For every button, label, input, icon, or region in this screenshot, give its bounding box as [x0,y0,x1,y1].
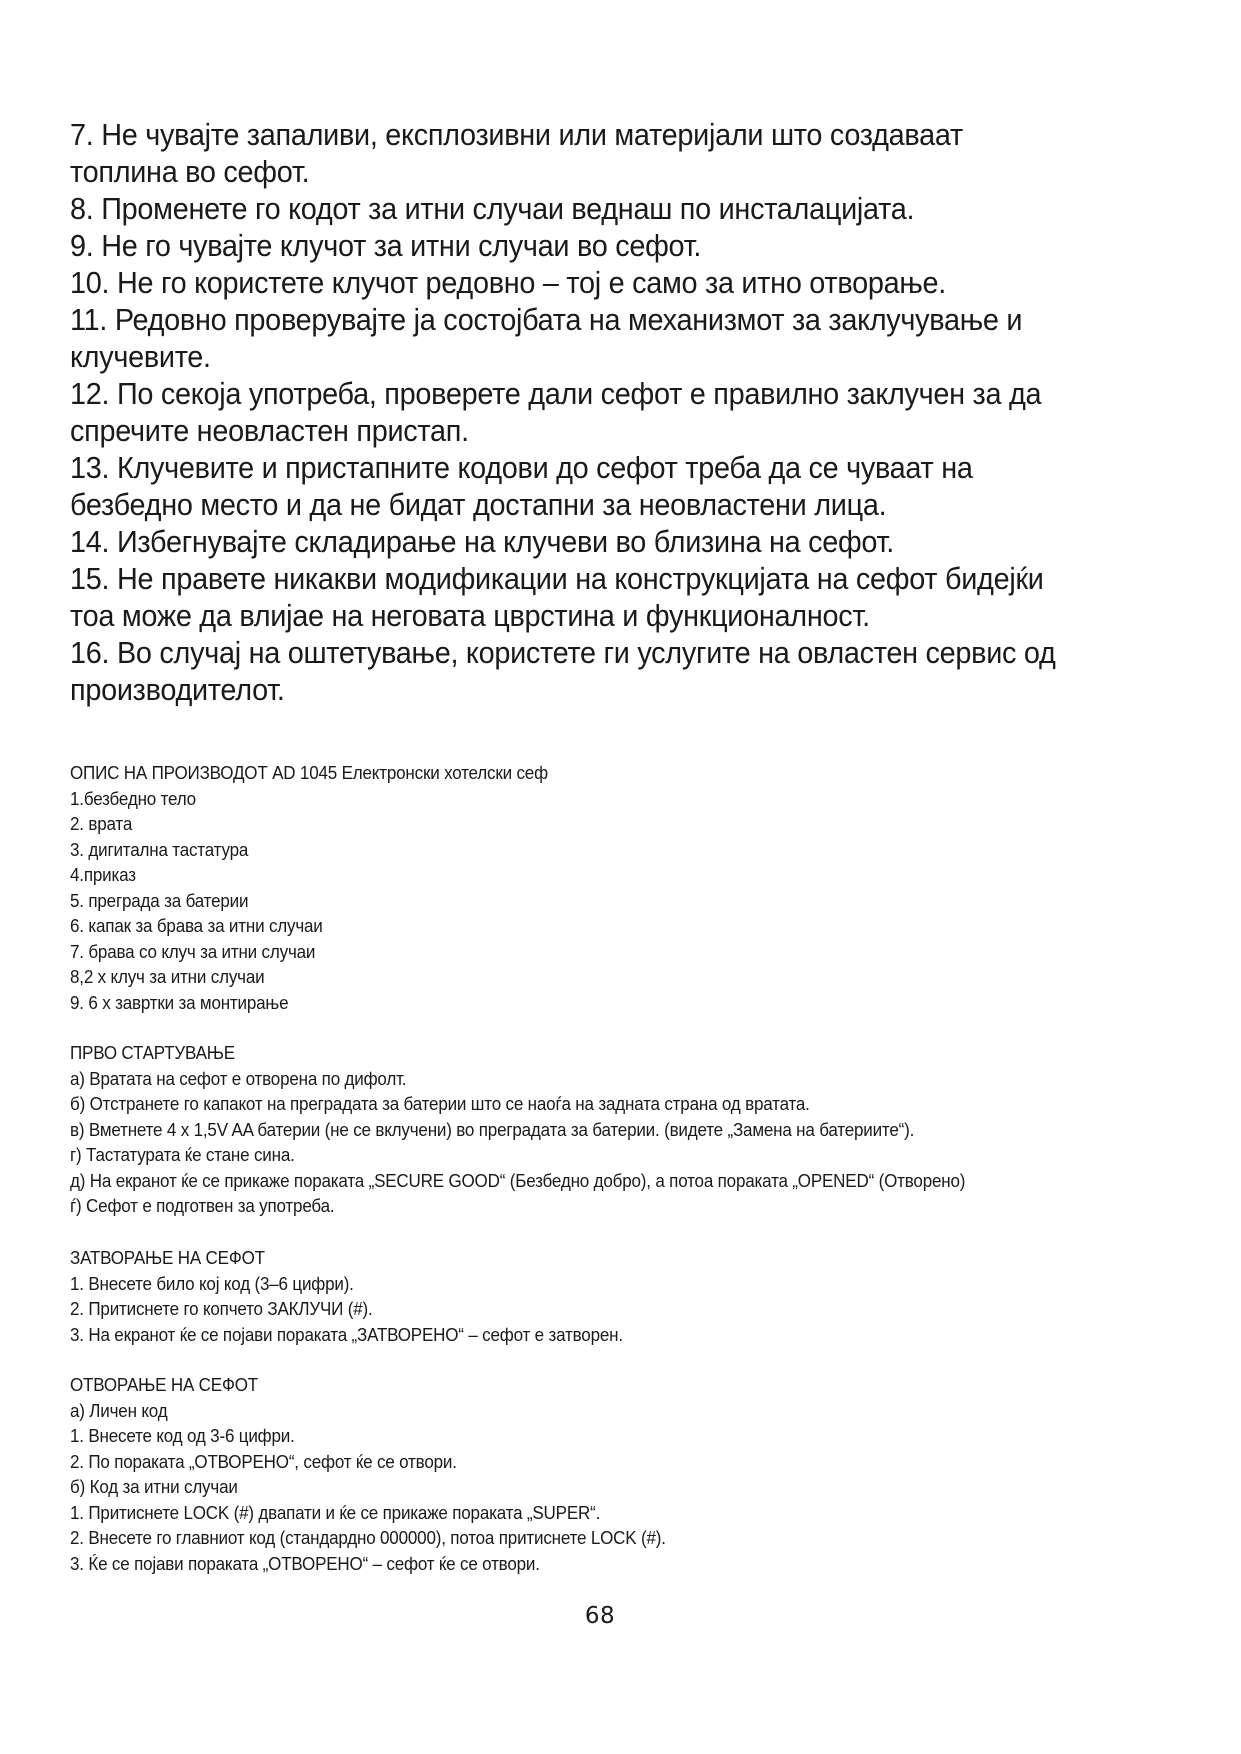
safety-item-7: 7. Не чувајте запаливи, експлозивни или материјали што создаваат топлина во сефот. [70,117,963,189]
list-item: 3. Ќе се појави пораката „ОТВОРЕНО“ – сефот ќе се отвори. [70,1552,540,1574]
list-item: 2. Притиснете го копчето ЗАКЛУЧИ (#). [70,1298,373,1319]
list-item: г) Тастатурата ќе стане сина. [70,1144,295,1165]
list-item: 1. Внесете било кој код (3–6 цифри). [70,1272,354,1294]
list-item: 2. врата [70,813,133,834]
page-number: 68 [584,1603,616,1629]
list-item: 3. На екранот ќе се појави пораката „ЗАТВОРЕНО“ – сефот е затворен. [70,1323,623,1345]
section-heading: ЗАТВОРАЊЕ НА СЕФОТ [70,1247,265,1268]
section-heading: ПРВО СТАРТУВАЊЕ [70,1042,235,1063]
list-item: 3. дигитална тастатура [70,838,249,860]
safety-item-11: 11. Редовно проверувајте ја состојбата на механизмот за заклучување и клучевите. [70,302,1023,374]
section-heading: ОТВОРАЊЕ НА СЕФОТ [70,1374,258,1395]
safety-item-14: 14. Избегнувајте складирање на клучеви во близина на сефот. [70,524,894,559]
safety-item-10: 10. Не го користете клучот редовно – тој е само за итно отворање. [70,265,946,300]
safety-item-9: 9. Не го чувајте клучот за итни случаи во сефот. [70,228,702,263]
safety-instructions-list [70,116,1056,708]
list-item: 6. капак за брава за итни случаи [70,915,323,936]
list-item: 4.приказ [70,864,136,885]
safety-item-13: 13. Клучевите и пристапните кодови до сефот треба да се чуваат на безбедно место и да не бидат достапни за неовластени лица. [70,450,973,522]
list-item: д) На екранот ќе се прикаже пораката „SECURE GOOD“ (Безбедно добро), а потоа пораката „OPENED“ (Отворено) [70,1169,966,1191]
list-item: 1. Притиснете LOCK (#) двапати и ќе се прикаже пораката „SUPER“. [70,1501,601,1523]
list-item: 7. брава со клуч за итни случаи [70,940,316,962]
list-item: в) Вметнете 4 x 1,5V AA батерии (не се вклучени) во преградата за батерии. (видете „Замена на батериите“). [70,1118,915,1140]
list-item: 2. По пораката „ОТВОРЕНО“, сефот ќе се отвори. [70,1450,457,1472]
list-item: а) Личен код [70,1399,168,1421]
list-item: а) Вратата на сефот е отворена по дифолт. [70,1067,407,1089]
list-item: 9. 6 x завртки за монтирање [70,991,289,1013]
first-start-section [70,1040,1064,1219]
opening-section [70,1372,1064,1576]
list-item: 5. преграда за батерии [70,889,249,911]
list-item: б) Отстранете го капакот на преградата за батерии што се наоѓа на задната страна од вратата. [70,1093,810,1114]
list-item: 1. Внесете код од 3-6 цифри. [70,1425,295,1446]
safety-item-12: 12. По секоја употреба, проверете дали сефот е правилно заклучен за да спречите неовластен пристап. [70,376,1042,448]
list-item: ѓ) Сефот е подготвен за употреба. [70,1195,335,1216]
safety-item-8: 8. Променете го кодот за итни случаи веднаш по инсталацијата. [70,191,915,226]
list-item: 2. Внесете го главниот код (стандардно 000000), потоа притиснете LOCK (#). [70,1527,666,1548]
section-heading: ОПИС НА ПРОИЗВОДОТ AD 1045 Електронски хотелски сеф [70,762,548,783]
list-item: 1.безбедно тело [70,787,196,809]
product-description-section [70,760,1064,1015]
safety-item-15: 15. Не правете никакви модификации на конструкцијата на сефот бидејќи тоа може да влијае на неговата цврстина и функционалност. [70,561,1044,633]
list-item: б) Код за итни случаи [70,1476,238,1497]
closing-section [70,1245,1064,1347]
safety-item-16: 16. Во случај на оштетување, користете ги услугите на овластен сервис од производителот. [70,635,1056,707]
list-item: 8,2 x клуч за итни случаи [70,966,265,987]
